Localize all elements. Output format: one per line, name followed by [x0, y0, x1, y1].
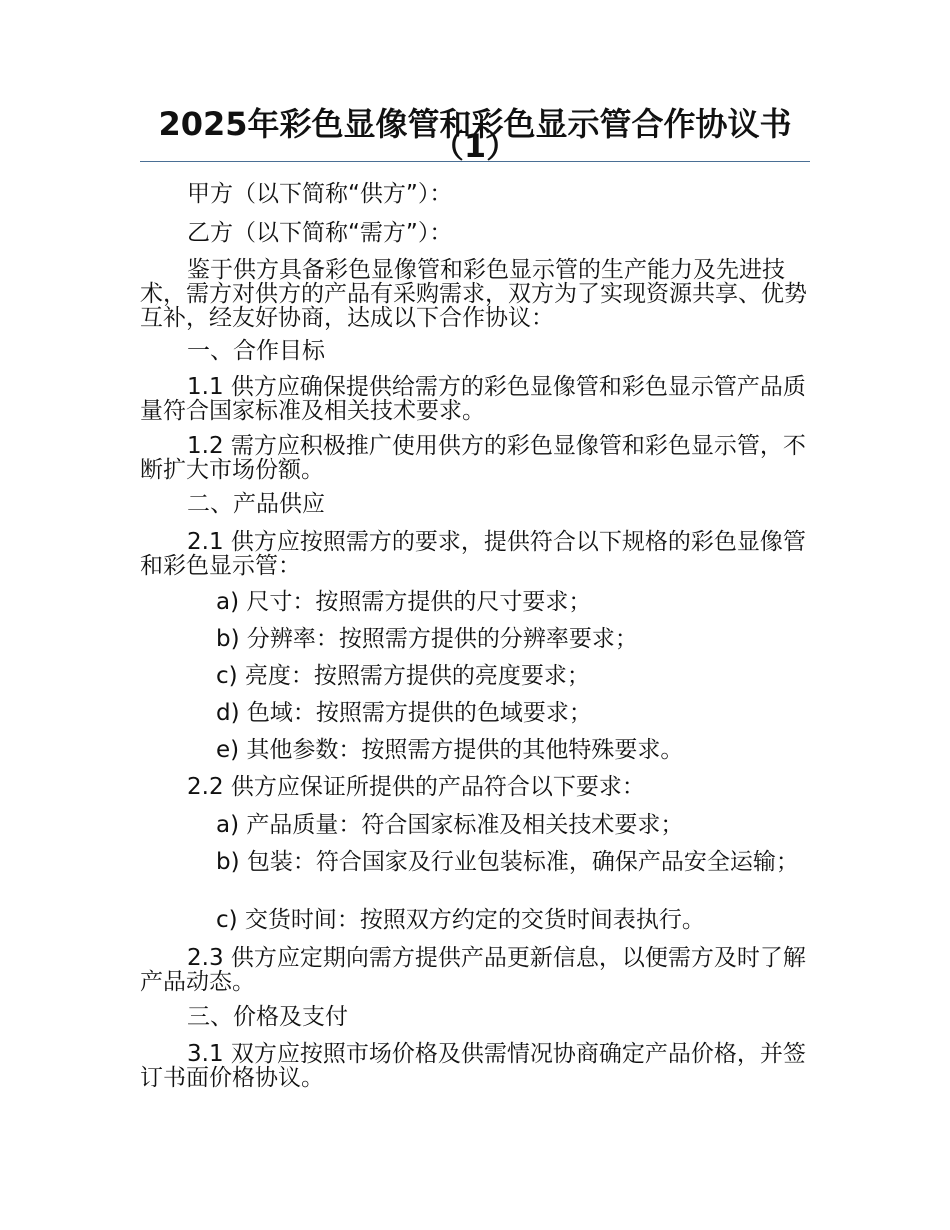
party-a-line: 甲方（以下简称“供方”）：: [187, 181, 453, 207]
spec-item-c: c) 亮度：按照需方提供的亮度要求；: [216, 663, 590, 689]
section-heading-1: 一、合作目标: [187, 338, 325, 364]
clause-1-2: 1.2 需方应积极推广使用供方的彩色显像管和彩色显示管，不断扩大市场份额。: [140, 433, 806, 483]
clause-2-1: 2.1 供方应按照需方的要求，提供符合以下规格的彩色显像管和彩色显示管：: [140, 529, 806, 579]
requirement-item-b: b) 包装：符合国家及行业包装标准，确保产品安全运输；: [216, 849, 799, 875]
requirement-item-a: a) 产品质量：符合国家标准及相关技术要求；: [216, 812, 684, 838]
spec-item-a: a) 尺寸：按照需方提供的尺寸要求；: [216, 589, 592, 615]
spec-item-e: e) 其他参数：按照需方提供的其他特殊要求。: [216, 737, 684, 763]
section-heading-2: 二、产品供应: [187, 491, 325, 517]
party-b-line: 乙方（以下简称“需方”）：: [187, 220, 453, 246]
preamble-paragraph: 鉴于供方具备彩色显像管和彩色显示管的生产能力及先进技术，需方对供方的产品有采购需求，双方为了实现资源共享、优势互补，经友好协商，达成以下合作协议：: [140, 257, 807, 331]
spec-item-b: b) 分辨率：按照需方提供的分辨率要求；: [216, 626, 638, 652]
spec-item-d: d) 色域：按照需方提供的色域要求；: [216, 700, 592, 726]
document-title: 2025年彩色显像管和彩色显示管合作协议书（1）: [158, 105, 792, 165]
requirement-item-c: c) 交货时间：按照双方约定的交货时间表执行。: [216, 907, 705, 933]
clause-2-3: 2.3 供方应定期向需方提供产品更新信息，以便需方及时了解产品动态。: [140, 945, 806, 995]
section-heading-3: 三、价格及支付: [187, 1004, 348, 1030]
clause-2-2: 2.2 供方应保证所提供的产品符合以下要求：: [187, 774, 645, 800]
clause-3-1: 3.1 双方应按照市场价格及供需情况协商确定产品价格，并签订书面价格协议。: [140, 1041, 806, 1091]
clause-1-1: 1.1 供方应确保提供给需方的彩色显像管和彩色显示管产品质量符合国家标准及相关技术要求。: [140, 374, 806, 424]
title-divider: [140, 161, 810, 162]
